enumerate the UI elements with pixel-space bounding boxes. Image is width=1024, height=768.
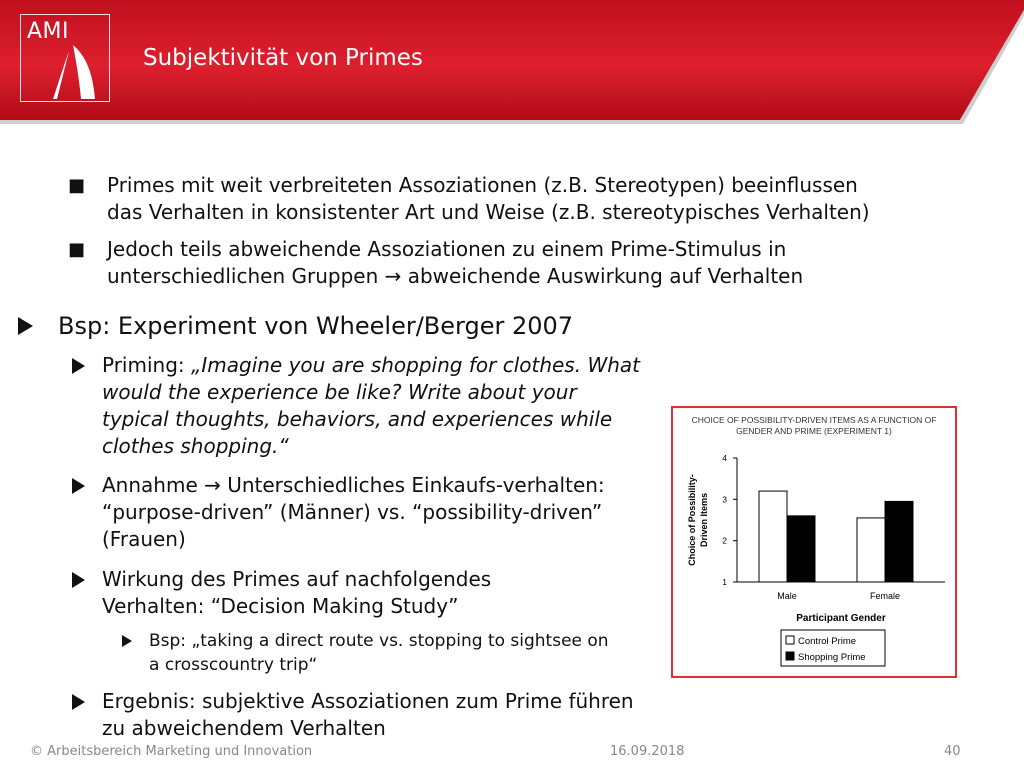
y-axis-label-line-2: Driven Items — [699, 492, 709, 548]
priming-quote: „Imagine you are shopping for clothes. What would the experience be like? Write about your typical thoughts, behaviors, and experiences while clothes shopping.“ — [102, 353, 640, 458]
bar-male-shopping-prime — [787, 516, 815, 582]
legend-label: Shopping Prime — [798, 652, 866, 663]
bullet-1-line-1: Primes mit weit verbreiteten Assoziationen (z.B. Stereotypen) beeinflussen — [107, 173, 858, 197]
bsp-text: Bsp: „taking a direct route vs. stopping to sightsee on a crosscountry trip“ — [149, 631, 609, 675]
bar-female-shopping-prime — [885, 501, 913, 582]
arrow-bullet-icon — [72, 572, 85, 588]
square-bullet-icon: ■ — [68, 239, 86, 260]
chart-title-line-1: CHOICE OF POSSIBILITY-DRIVEN ITEMS AS A FUNCTION OF — [691, 415, 937, 425]
y-tick-label: 1 — [722, 577, 727, 587]
priming-label: Priming: — [102, 353, 191, 377]
sail-icon — [21, 15, 109, 101]
footer-date: 16.09.2018 — [610, 744, 685, 759]
legend-swatch-control-prime — [786, 636, 794, 644]
logo-text: AMI — [27, 19, 70, 44]
y-axis-label-line-1: Choice of Possibility- — [687, 474, 697, 566]
x-tick-label: Female — [869, 591, 901, 601]
legend-label: Control Prime — [798, 636, 857, 647]
bullet-2-line-1: Jedoch teils abweichende Assoziationen zu einem Prime-Stimulus in — [107, 237, 787, 261]
footer-page-number: 40 — [944, 744, 961, 759]
bar-female-control-prime — [857, 518, 885, 582]
ergebnis-text: Ergebnis: subjektive Assoziationen zum Prime führen zu abweichendem Verhalten — [102, 689, 634, 740]
square-bullet-icon: ■ — [68, 175, 86, 196]
annahme-text: Annahme → Unterschiedliches Einkaufs-verhalten: “purpose-driven” (Männer) vs. “possibility-driven” (Frauen) — [102, 473, 605, 551]
y-tick-label: 4 — [722, 453, 727, 463]
arrow-bullet-icon — [72, 358, 85, 374]
footer-copyright: © Arbeitsbereich Marketing und Innovation — [30, 744, 313, 759]
legend-swatch-shopping-prime — [786, 652, 794, 660]
bullet-2-line-2: unterschiedlichen Gruppen → abweichende Auswirkung auf Verhalten — [107, 264, 804, 288]
arrow-bullet-icon — [72, 478, 85, 494]
y-tick-label: 3 — [722, 494, 727, 505]
bullet-1-line-2: das Verhalten in konsistenter Art und Weise (z.B. stereotypisches Verhalten) — [107, 200, 870, 224]
chart-title-line-2: GENDER AND PRIME (EXPERIMENT 1) — [736, 426, 892, 436]
x-axis-label: Participant Gender — [796, 613, 886, 624]
main-point-text: Bsp: Experiment von Wheeler/Berger 2007 — [58, 312, 574, 340]
arrow-bullet-icon — [18, 317, 33, 335]
x-tick-label: Male — [777, 591, 797, 601]
header-banner — [0, 0, 1024, 125]
ami-logo — [20, 14, 110, 102]
arrow-bullet-icon — [72, 694, 85, 710]
arrow-bullet-icon — [122, 635, 132, 647]
bar-male-control-prime — [759, 491, 787, 582]
page-title: Subjektivität von Primes — [143, 45, 423, 71]
wirkung-text: Wirkung des Primes auf nachfolgendes Verhalten: “Decision Making Study” — [102, 567, 492, 618]
y-tick-label: 2 — [722, 535, 727, 546]
chart-svg — [673, 408, 955, 676]
bar-chart — [671, 406, 957, 678]
